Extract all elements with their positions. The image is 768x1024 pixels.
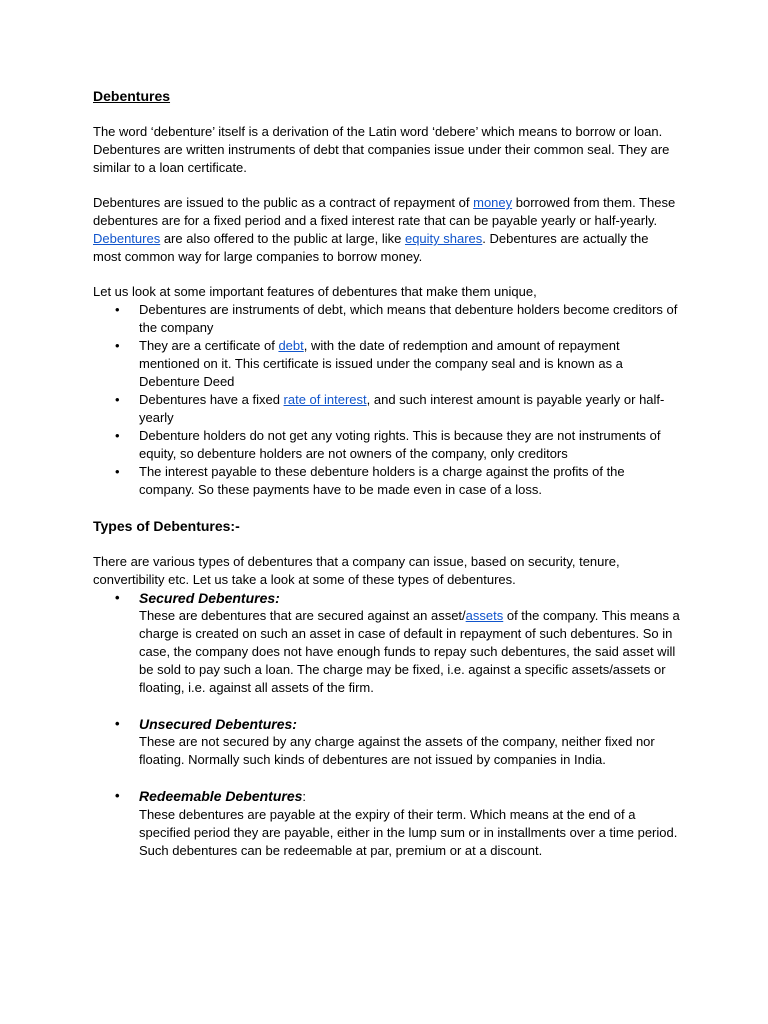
feature-item-certificate xyxy=(139,337,680,391)
features-lead: Let us look at some important features of debentures that make them unique, xyxy=(93,284,537,299)
types-intro: There are various types of debentures that a company can issue, based on security, tenure, convertibility etc. Let us take a look at some of these types of debentures. xyxy=(93,554,620,587)
contract-text-3: are also offered to the public at large, like xyxy=(160,231,405,246)
feature-interest-text-b: , and such interest amount is payable yearly or half-yearly xyxy=(139,392,665,425)
secured-debentures-text xyxy=(139,607,680,697)
rate-of-interest-link[interactable]: rate of interest xyxy=(283,392,367,407)
type-item-unsecured xyxy=(139,715,680,769)
secured-text-a: These are debentures that are secured against an asset/ xyxy=(139,608,466,623)
types-heading: Types of Debentures:- xyxy=(93,518,240,534)
unsecured-debentures-heading: • Unsecured Debentures: xyxy=(139,716,297,732)
unsecured-debentures-text: These are not secured by any charge against the assets of the company, neither fixed nor floating. Normally such kinds of debentures are not issued by companies in India. xyxy=(139,734,655,767)
feature-interest-text-a: Debentures have a fixed xyxy=(139,392,284,407)
features-list xyxy=(93,301,680,499)
feature-item-voting-rights: • Debenture holders do not get any voting rights. This is because they are not instruments of equity, so debenture holders are not owners of the company, only creditors xyxy=(139,427,680,463)
secured-debentures-heading: • Secured Debentures: xyxy=(139,590,280,606)
contract-text-1: Debentures are issued to the public as a contract of repayment of xyxy=(93,195,474,210)
redeemable-colon: : xyxy=(302,789,307,804)
money-link[interactable]: money xyxy=(473,195,513,210)
redeemable-debentures-heading: Redeemable Debentures xyxy=(139,788,303,804)
debt-link[interactable]: debt xyxy=(278,338,304,353)
type-item-secured xyxy=(139,589,680,697)
page-title: Debentures xyxy=(93,88,171,104)
equity-shares-link[interactable]: equity shares xyxy=(404,231,483,246)
contract-text-2: borrowed from them. These debentures are for a fixed period and a fixed interest rate that can be payable yearly or half-yearly. xyxy=(93,195,676,228)
feature-certificate-text-a: They are a certificate of xyxy=(139,338,279,353)
feature-certificate-text-b: , with the date of redemption and amount of repayment mentioned on it. This certificate is issued under the company seal and is known as a Debenture Deed xyxy=(139,338,623,389)
contract-text-4: . Debentures are actually the most common way for large companies to borrow money. xyxy=(93,231,649,264)
assets-link[interactable]: assets xyxy=(465,608,504,623)
types-list xyxy=(93,589,680,860)
debentures-link[interactable]: Debentures xyxy=(93,231,161,246)
intro-paragraph: The word ‘debenture’ itself is a derivation of the Latin word ‘debere’ which means to borrow or loan. Debentures are written instruments of debt that companies issue under their common seal. They are similar to a loan certificate. xyxy=(93,124,670,175)
type-item-redeemable xyxy=(139,787,680,860)
feature-item-debt-instrument: • Debentures are instruments of debt, which means that debenture holders become creditors of the company xyxy=(139,301,680,337)
contract-paragraph xyxy=(93,194,680,266)
feature-item-fixed-interest xyxy=(139,391,680,427)
feature-item-interest-charge: • The interest payable to these debenture holders is a charge against the profits of the company. So these payments have to be made even in case of a loss. xyxy=(139,463,680,499)
redeemable-debentures-text: These debentures are payable at the expiry of their term. Which means at the end of a specified period they are payable, either in the lump sum or in installments over a time period. Such debentures can be redeemable at par, premium or at a discount. xyxy=(139,807,678,858)
redeemable-heading-line xyxy=(139,787,680,806)
secured-text-b: of the company. This means a charge is created on such an asset in case of default in repayment of such debentures. So in case, the company does not have enough funds to repay such debentures, the said asset will be sold to pay such a loan. The charge may be fixed, i.e. against a specific assets/assets or floating, i.e. against all assets of the firm. xyxy=(139,608,680,695)
